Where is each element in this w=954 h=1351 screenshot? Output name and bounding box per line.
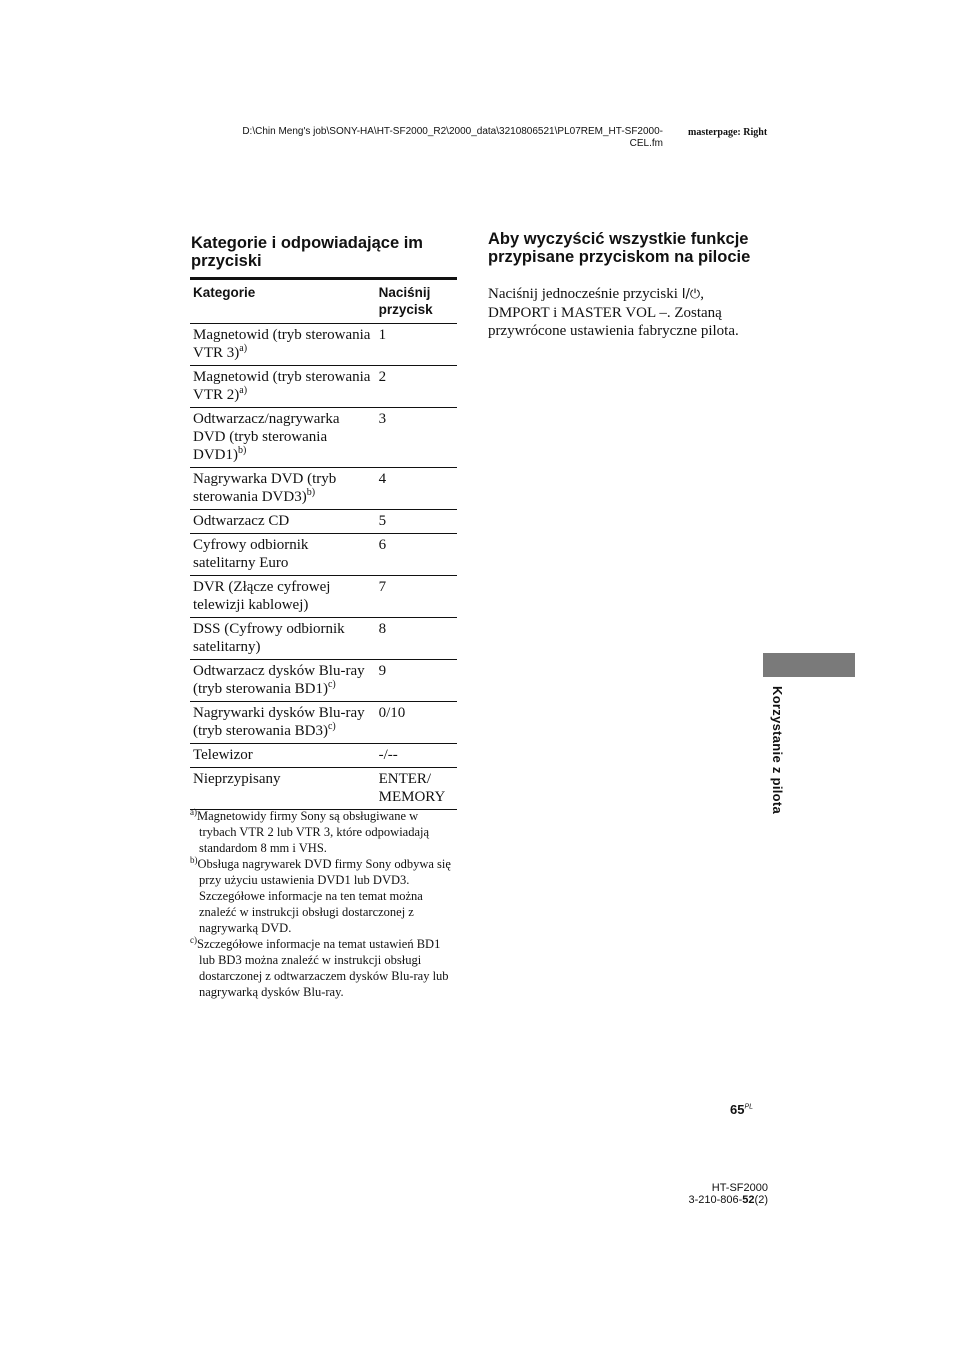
category-cell xyxy=(190,408,376,468)
table-row xyxy=(190,618,457,660)
category-text: Nagrywarka DVD (tryb sterowania DVD3) xyxy=(193,471,337,505)
category-cell xyxy=(190,660,376,702)
category-text: Cyfrowy odbiornik satelitarny Euro xyxy=(193,537,309,571)
masterpage-label: masterpage: Right xyxy=(688,127,768,138)
footer-model-info xyxy=(660,1182,768,1206)
category-cell xyxy=(190,768,376,810)
footer-code-bold: 52 xyxy=(742,1194,755,1206)
button-cell: -/-- xyxy=(376,744,457,768)
footnote-ref: a) xyxy=(239,385,248,396)
category-text: Nieprzypisany xyxy=(193,771,281,787)
footnote-item xyxy=(190,936,458,1000)
button-cell: 7 xyxy=(376,576,457,618)
table-row xyxy=(190,702,457,744)
category-text: Nagrywarki dysków Blu-ray (tryb sterowania BD3) xyxy=(193,705,365,739)
table-row xyxy=(190,744,457,768)
footnote-text: Obsługa nagrywarek DVD firmy Sony odbywa się przy użyciu ustawienia DVD1 lub DVD3. Szczegółowe informacje na ten temat można znaleźć w instrukcji obsługi dostarczonej z nagrywarką DVD. xyxy=(197,857,451,935)
footnote-text: Szczegółowe informacje na temat ustawień BD1 lub BD3 można znaleźć w instrukcji obsługi dostarczonej z odtwarzaczem dysków Blu-ray lub nagrywarką dysków Blu-ray. xyxy=(197,937,449,999)
category-cell xyxy=(190,744,376,768)
chapter-tab-marker xyxy=(763,653,855,677)
table-row xyxy=(190,510,457,534)
category-cell xyxy=(190,618,376,660)
column-header-button: Naciśnij przycisk xyxy=(376,279,457,324)
footer-code-suffix: (2) xyxy=(754,1194,768,1206)
button-cell: 3 xyxy=(376,408,457,468)
category-cell xyxy=(190,702,376,744)
footnote-text: Magnetowidy firmy Sony są obsługiwane w trybach VTR 2 lub VTR 3, które odpowiadają standardom 8 mm i VHS. xyxy=(197,809,430,855)
page-number-suffix: PL xyxy=(744,1103,754,1111)
table-row xyxy=(190,660,457,702)
table-header-row xyxy=(190,279,457,324)
chapter-tab-label: Korzystanie z pilota xyxy=(770,686,785,815)
table-row xyxy=(190,366,457,408)
table-row xyxy=(190,576,457,618)
button-cell: ENTER/ MEMORY xyxy=(376,768,457,810)
column-header-category: Kategorie xyxy=(190,279,376,324)
footnote-ref: c) xyxy=(327,721,336,732)
footnote-item xyxy=(190,808,458,856)
footer-code-prefix: 3-210-806- xyxy=(688,1194,743,1206)
reset-text-prefix: Naciśnij jednocześnie przyciski xyxy=(488,286,682,302)
category-cell xyxy=(190,366,376,408)
button-cell: 4 xyxy=(376,468,457,510)
footnote-ref: a) xyxy=(239,343,248,354)
footnote-mark: b) xyxy=(190,854,198,865)
button-cell: 8 xyxy=(376,618,457,660)
category-text: DSS (Cyfrowy odbiornik satelitarny) xyxy=(193,621,345,655)
category-cell xyxy=(190,576,376,618)
button-cell: 1 xyxy=(376,324,457,366)
footnote-ref: b) xyxy=(306,487,316,498)
button-cell: 2 xyxy=(376,366,457,408)
category-cell xyxy=(190,324,376,366)
page-number xyxy=(730,1102,753,1117)
category-text: Telewizor xyxy=(193,747,253,763)
category-text: Magnetowid (tryb sterowania VTR 3) xyxy=(193,327,371,361)
category-cell xyxy=(190,534,376,576)
category-text: Magnetowid (tryb sterowania VTR 2) xyxy=(193,369,371,403)
section-title-reset: Aby wyczyścić wszystkie funkcje przypisane przyciskom na pilocie xyxy=(488,230,751,266)
category-text: DVR (Złącze cyfrowej telewizji kablowej) xyxy=(193,579,331,613)
category-text: Odtwarzacz CD xyxy=(193,513,290,529)
page-number-value: 65 xyxy=(730,1102,745,1117)
file-path-header xyxy=(170,126,663,150)
file-path-line-1: D:\Chin Meng's job\SONY-HA\HT-SF2000_R2\2000_data\3210806521\PL07REM_HT-SF2000- xyxy=(242,126,663,137)
table-row xyxy=(190,468,457,510)
section-title-categories: Kategorie i odpowiadające im przyciski xyxy=(191,234,423,270)
file-path-line-2: CEL.fm xyxy=(629,138,663,149)
footnote-ref: c) xyxy=(327,679,336,690)
footnote-mark: a) xyxy=(190,806,197,817)
table-row xyxy=(190,768,457,810)
footer-model-code xyxy=(660,1194,768,1206)
table-row xyxy=(190,324,457,366)
footnote-ref: b) xyxy=(238,445,247,456)
table-row xyxy=(190,534,457,576)
category-cell xyxy=(190,510,376,534)
category-text: Odtwarzacz/nagrywarka DVD (tryb sterowania DVD1) xyxy=(193,411,340,463)
footer-model-name: HT-SF2000 xyxy=(711,1182,768,1194)
button-cell: 5 xyxy=(376,510,457,534)
category-cell xyxy=(190,468,376,510)
category-text: Odtwarzacz dysków Blu-ray (tryb sterowania BD1) xyxy=(193,663,365,697)
table-row xyxy=(190,408,457,468)
button-cell: 0/10 xyxy=(376,702,457,744)
footnote-item xyxy=(190,856,458,936)
categories-table xyxy=(190,277,457,810)
button-cell: 6 xyxy=(376,534,457,576)
footnote-mark: c) xyxy=(190,934,197,945)
power-symbol-icon: I/⏻ xyxy=(681,287,701,302)
reset-instructions xyxy=(488,285,763,340)
reset-text-suffix: , DMPORT i MASTER VOL –. Zostaną przywrócone ustawienia fabryczne pilota. xyxy=(488,286,739,339)
button-cell: 9 xyxy=(376,660,457,702)
footnotes xyxy=(190,808,458,1000)
table-body xyxy=(190,324,457,810)
